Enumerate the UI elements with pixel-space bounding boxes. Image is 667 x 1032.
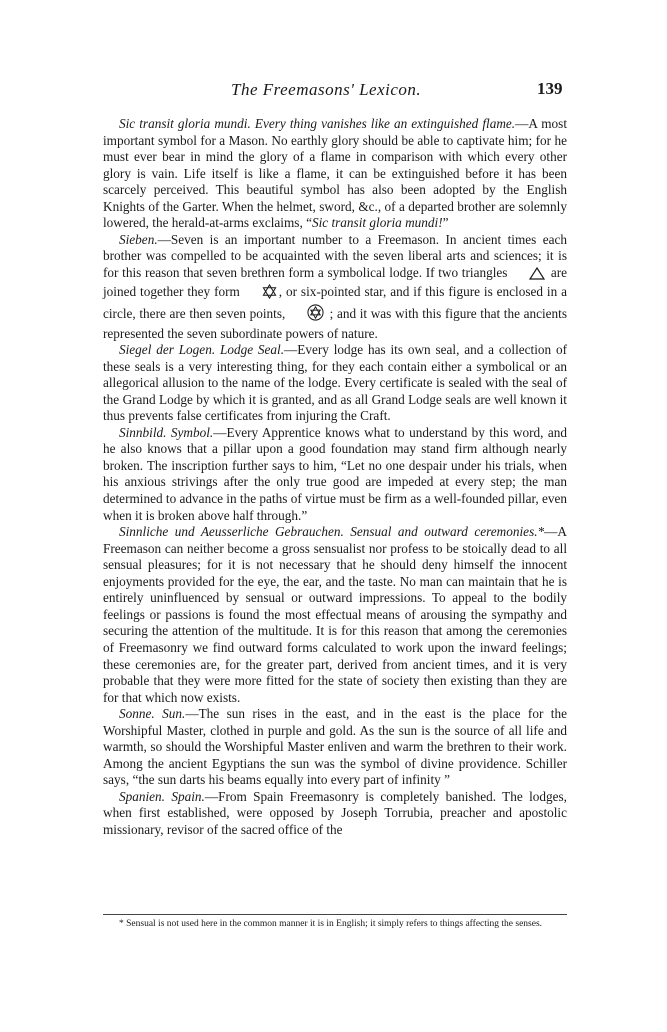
entry-text: ; and it was with this figure that the ancients represented the seven subordinate powers of nature. [103,306,568,341]
entry-text: , or six-pointed star, and if this figure is enclosed in a circle, there are then seven points, [103,284,567,322]
running-title: The Freemasons' Lexicon. [231,80,422,99]
hexagram-icon [246,284,277,304]
entry-heading: Spanien. Spain. [119,788,205,804]
entry-text: —A Freemason can neither become a gross sensualist nor profess to be stoically dead to all sensual pleasures; for it is not necessary that he should deny himself the innocent enjoyments provided for the eye, the ear, and the taste. No man can maintain that he is entirely uninfluenced by sensual or outward impressions. To appeal to the bodily feelings or passions is found the most effectual means of arousing the sympathy and securing the attention of the multitude. It is for this reason that among the ceremonies of Freemasonry we find outward forms calculated to work upon the inward feelings; these ceremonies are, for the greater part, derived from ancient times, and it is very probable that they were more fitted for the state of society then existing than they are for that which now exists. [103,524,567,705]
entry-sieben [103,232,567,342]
entry-text: —Every Apprentice knows what to understand by this word, and he also knows that a pillar upon a good foundation may stand firm although nearly broken. The inscription further says to him, “Let no one despair under his trials, when his anxious strivings after the only true good are impeded at every step; the man determined to advance in the paths of virtue must be firm as a well-founded pillar, even when it is broken above half through.” [103,424,567,523]
entry-sinnliche [103,524,567,706]
entry-spanien [103,789,567,839]
entry-quote-close: ” [442,215,449,231]
entry-siegel [103,342,567,425]
circled-hexagram-icon [291,304,324,326]
entry-heading: Sonne. Sun. [119,706,186,722]
entry-sinnbild [103,425,567,524]
entry-sic-transit [103,116,567,232]
page-body [103,116,567,839]
entry-sonne [103,706,567,789]
entry-text: —Seven is an important number to a Freemason. In ancient times each brother was compelled to be acquainted with the seven liberal arts and sciences; it is for this reason that seven brethren form a symbolical lodge. If two triangles [103,231,567,280]
entry-text: —Every lodge has its own seal, and a collection of these seals is a very interesting thing, for they each contain either a symbolical or an allegorical allusion to the name of the lodge. Every certificate is sealed with the seal of the Grand Lodge by which it is granted, and as all Grand Lodge seals are well known it thus prevents false certificates from injuring the Craft. [103,342,567,424]
page-number: 139 [537,79,563,98]
footnote-divider [103,914,567,915]
triangle-icon [513,267,545,285]
entry-heading: Siegel der Logen. Lodge Seal. [119,342,285,358]
footnote: * Sensual is not used here in the common manner it is in English; it simply refers to things affecting the senses. [119,919,543,929]
entry-quote: Sic transit gloria mundi! [311,215,443,231]
entry-heading: Sieben. [119,231,158,247]
entry-text: —From Spain Freemasonry is completely banished. The lodges, when first established, were opposed by Joseph Torrubia, preacher and apostolic missionary, revisor of the sacred office of the [103,788,567,837]
entry-heading: Sinnbild. Symbol. [119,424,214,440]
entry-text: are joined together they form [103,264,567,300]
entry-heading: Sic transit gloria mundi. Every thing vanishes like an extinguished flame. [119,116,516,131]
entry-text: —A most important symbol for a Mason. No earthly glory should be able to captivate him; for he must ever bear in mind the glory of a flame in comparison with which every other glory is vain. Life itself is like a flame, it can be extinguished before it has been scarcely perceived. This beautiful symbol has also been adopted by the English Knights of the Garter. When the helmet, sword, &c., of a departed brother are solemnly lowered, the herald-at-arms exclaims, “ [103,116,567,231]
entry-heading: Sinnliche und Aeusserliche Gebrauchen. Sensual and outward ceremonies.* [119,524,545,540]
entry-text: —The sun rises in the east, and in the east is the place for the Worshipful Master, clothed in purple and gold. As the sun is the source of all life and warmth, so should the Worshipful Master enliven and warm the brethren to their work. Among the ancient Egyptians the sun was the symbol of divine providence. Schiller says, “the sun darts his beams equally into every part of infinity ” [103,706,567,788]
